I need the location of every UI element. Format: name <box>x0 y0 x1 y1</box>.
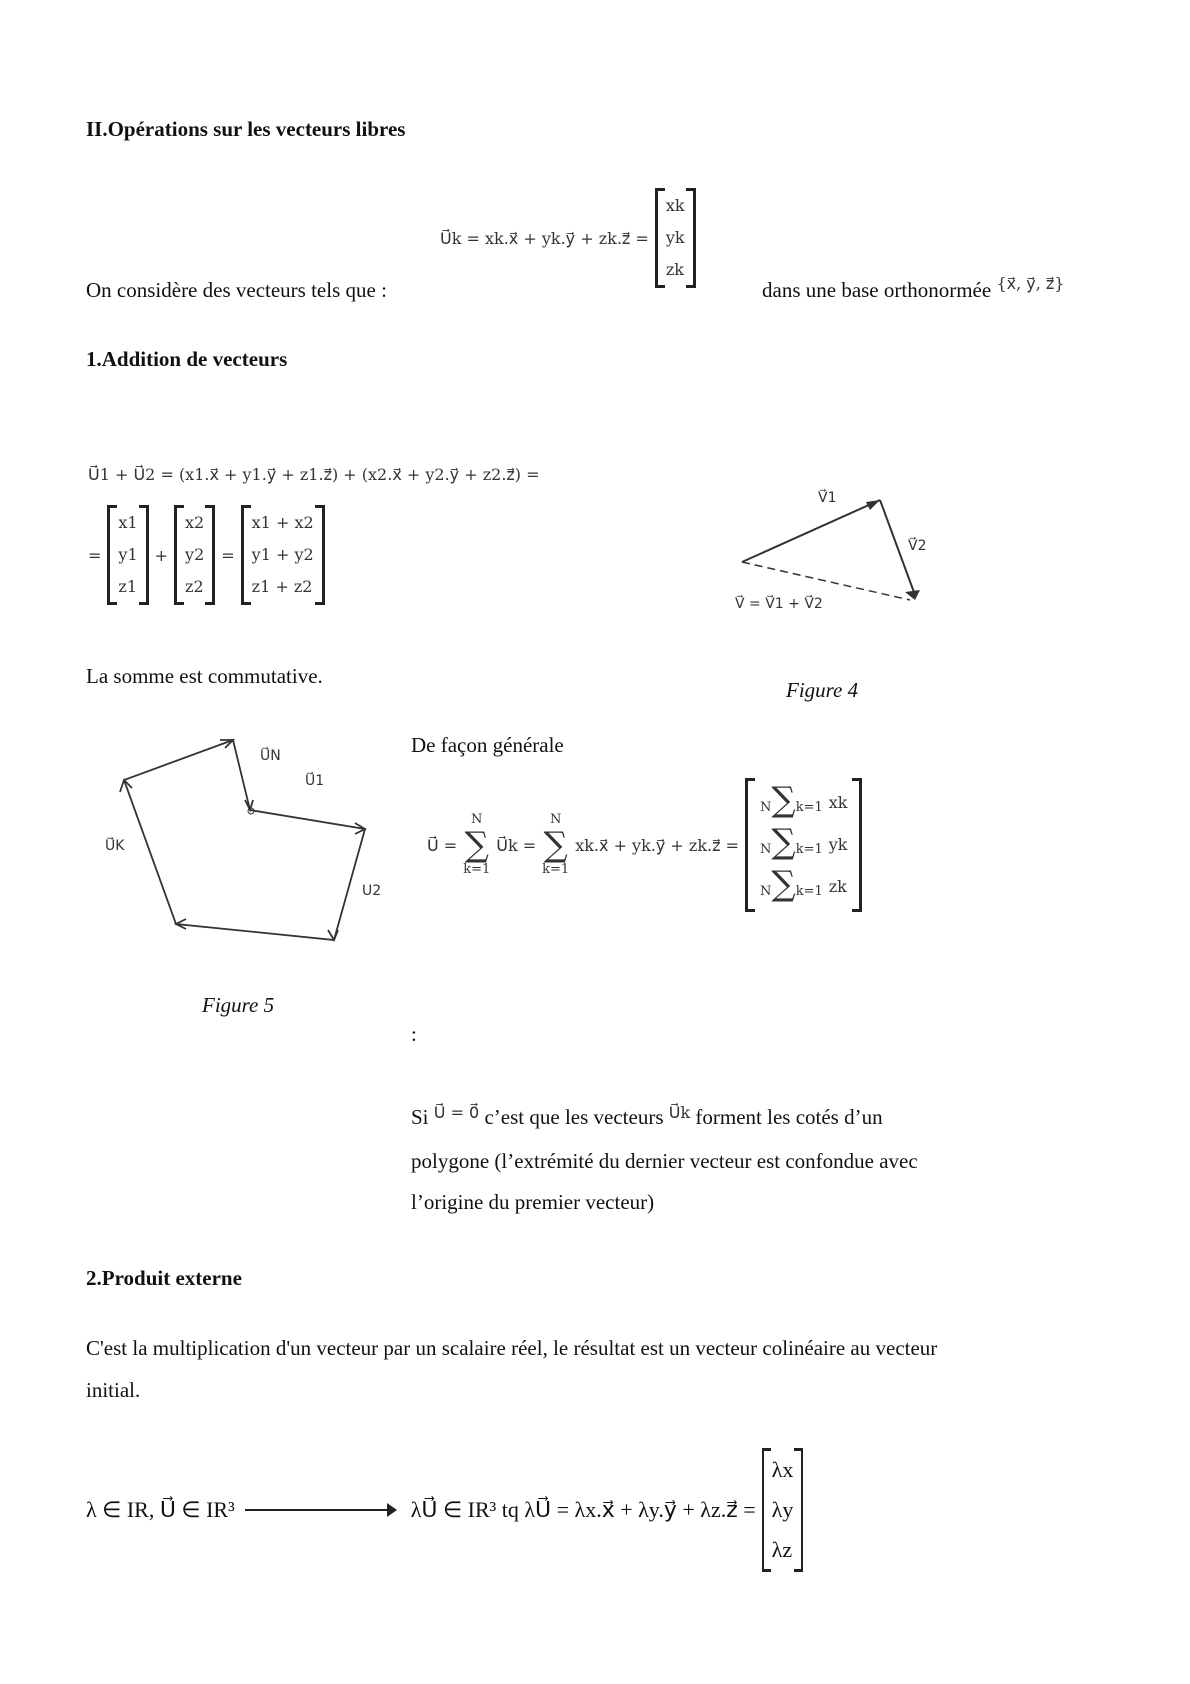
uk-equation <box>440 188 696 288</box>
polygon-line2: polygone (l’extrémité du dernier vecteur est confondue avec <box>411 1149 918 1173</box>
basis-text <box>762 274 1065 303</box>
figure-5-diagram <box>100 730 390 960</box>
sum-symbol <box>463 813 490 877</box>
matrix-u1 <box>107 505 148 605</box>
u1-label: U⃗1 <box>305 773 325 789</box>
sum-term1: U⃗k = <box>496 835 537 855</box>
matrix-entry: z1 <box>118 577 138 596</box>
intro-text: On considère des vecteurs tels que : <box>86 278 387 302</box>
colon: : <box>411 1022 417 1046</box>
section-title: II.Opérations sur les vecteurs libres <box>86 117 406 141</box>
matrix-entry: λx <box>771 1457 794 1482</box>
sigma: ∑ <box>543 825 568 865</box>
sigma: ∑ <box>771 864 796 904</box>
matrix-sum <box>241 505 325 605</box>
basis-set: {x⃗, y⃗, z⃗} <box>996 274 1065 293</box>
equals-sign: = <box>88 545 102 565</box>
text: c’est que les vecteurs <box>484 1105 664 1129</box>
matrix-entry: y1 <box>118 545 138 564</box>
matrix-entry: y1 + y2 <box>251 545 314 564</box>
sum-upper: N <box>760 800 772 815</box>
external-lhs: λ ∈ IR, U⃗ ∈ IR³ <box>86 1497 235 1522</box>
sum-matrix <box>745 778 862 912</box>
sum-lower: k=1 <box>463 862 491 877</box>
polygon-line3: l’origine du premier vecteur) <box>411 1190 655 1214</box>
sum-symbol <box>542 813 569 877</box>
external-rhs: λU⃗ ∈ IR³ tq λU⃗ = λx.x⃗ + λy.y⃗ + λz.z⃗ = <box>410 1497 756 1522</box>
matrix-entry: z2 <box>185 577 204 596</box>
matrix-entry: xk <box>828 793 848 812</box>
uk-symbol: U⃗k <box>668 1103 691 1122</box>
matrix-entry: λz <box>771 1537 793 1562</box>
sigma: ∑ <box>464 825 489 865</box>
general-text: De façon générale <box>411 733 564 757</box>
external-p2: initial. <box>86 1378 141 1402</box>
matrix-entry: x2 <box>185 513 205 532</box>
sum-equation <box>427 778 862 912</box>
figure-4-caption: Figure 4 <box>786 678 859 702</box>
un-label: U⃗N <box>260 748 281 764</box>
sum-upper: N <box>760 884 772 899</box>
basis-label: dans une base orthonormée <box>762 278 992 302</box>
u2-label: U2 <box>362 883 382 899</box>
sigma: ∑ <box>771 822 796 862</box>
text: forment les cotés d’un <box>695 1105 883 1129</box>
uk-equation-text: U⃗k = xk.x⃗ + yk.y⃗ + zk.z⃗ = <box>440 228 649 248</box>
sum-term2: xk.x⃗ + yk.y⃗ + zk.z⃗ = <box>575 835 740 855</box>
vsum-label: V⃗ = V⃗1 + V⃗2 <box>735 596 823 612</box>
sum-lhs: U⃗ = <box>427 835 458 855</box>
sum-lower: k=1 <box>795 884 823 899</box>
matrix-entry: yk <box>665 228 685 247</box>
matrix-entry: zk <box>828 877 847 896</box>
matrix-u2 <box>174 505 215 605</box>
matrix-entry: x1 + x2 <box>251 513 314 532</box>
addition-title: 1.Addition de vecteurs <box>86 347 288 371</box>
addition-matrices <box>88 505 325 605</box>
plus-sign: + <box>154 545 169 565</box>
sigma: ∑ <box>771 780 796 820</box>
equals-sign: = <box>221 545 235 565</box>
matrix-entry: y2 <box>185 545 205 564</box>
external-p1: C'est la multiplication d'un vecteur par un scalaire réel, le résultat est un vecteur colinéaire au vecteur <box>86 1336 938 1360</box>
arrow-icon <box>245 1509 395 1511</box>
sum-upper: N <box>471 812 483 827</box>
sum-upper: N <box>760 842 772 857</box>
sum-lower: k=1 <box>795 842 823 857</box>
matrix-entry: x1 <box>118 513 138 532</box>
v1-label: V⃗1 <box>818 490 837 506</box>
addition-line1: U⃗1 + U⃗2 = (x1.x⃗ + y1.y⃗ + z1.z⃗) + (x2.x⃗ + y2.y⃗ + z2.z⃗) = <box>88 465 540 484</box>
matrix-entry: xk <box>665 196 685 215</box>
sum-lower: k=1 <box>795 800 823 815</box>
zero-equation: U⃗ = 0⃗ <box>433 1103 480 1122</box>
sum-upper: N <box>549 812 562 827</box>
commutative-text: La somme est commutative. <box>86 664 323 688</box>
matrix-entry: z1 + z2 <box>251 577 313 596</box>
uk-matrix <box>655 188 696 288</box>
figure-4-diagram <box>730 480 940 630</box>
uk-label: U⃗K <box>105 838 125 854</box>
matrix-entry: yk <box>828 835 848 854</box>
polygon-line1 <box>411 1105 883 1130</box>
sum-lower: k=1 <box>542 862 570 877</box>
v2-label: V⃗2 <box>908 538 927 554</box>
matrix-entry: λy <box>771 1497 794 1522</box>
lambda-matrix <box>762 1448 804 1572</box>
text: Si <box>411 1105 429 1129</box>
matrix-entry: zk <box>665 260 684 279</box>
external-equation <box>86 1448 803 1572</box>
figure-5-caption: Figure 5 <box>202 993 275 1017</box>
external-title: 2.Produit externe <box>86 1266 242 1290</box>
